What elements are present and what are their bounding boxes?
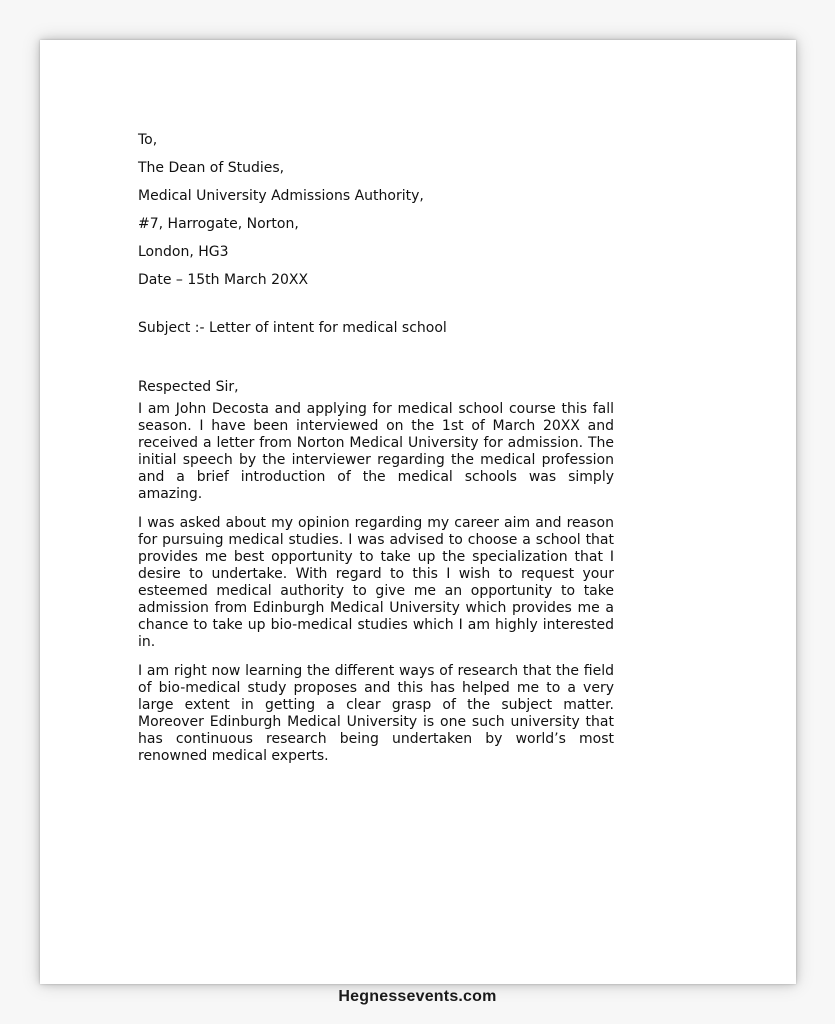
letter-body — [138, 130, 614, 777]
body-paragraph: I am John Decosta and applying for medical school course this fall season. I have been interviewed on the 1st of March 20XX and received a letter from Norton Medical University for admission. The initial speech by the interviewer regarding the medical profession and a brief introduction of the medical schools was simply amazing. — [138, 401, 614, 502]
letter-date: Date – 15th March 20XX — [138, 272, 309, 288]
body-paragraph: I was asked about my opinion regarding my career aim and reason for pursuing medical studies. I was advised to choose a school that provides me best opportunity to take up the specialization that I desire to undertake. With regard to this I wish to request your esteemed medical authority to give me an opportunity to take admission from Edinburgh Medical University which provides me a chance to take up bio-medical studies which I am highly interested in. — [138, 515, 614, 650]
recipient-address — [138, 130, 614, 298]
body-paragraph: I am right now learning the different ways of research that the field of bio-medical study proposes and this has helped me to a very large extent in getting a clear grasp of the subject matter. Moreover Edinburgh Medical University is one such university that has continuous research being undertaken by world’s most renowned medical experts. — [138, 663, 614, 764]
letter-subject: Subject :- Letter of intent for medical school — [138, 320, 447, 336]
address-line-organization: Medical University Admissions Authority, — [138, 188, 424, 204]
site-watermark: Hegnessevents.com — [338, 988, 497, 1005]
document-page — [40, 40, 796, 984]
letter-salutation: Respected Sir, — [138, 379, 239, 395]
address-line-street: #7, Harrogate, Norton, — [138, 216, 299, 232]
address-line-city: London, HG3 — [138, 244, 229, 260]
address-line-recipient: The Dean of Studies, — [138, 160, 285, 176]
address-line-to: To, — [138, 132, 158, 148]
